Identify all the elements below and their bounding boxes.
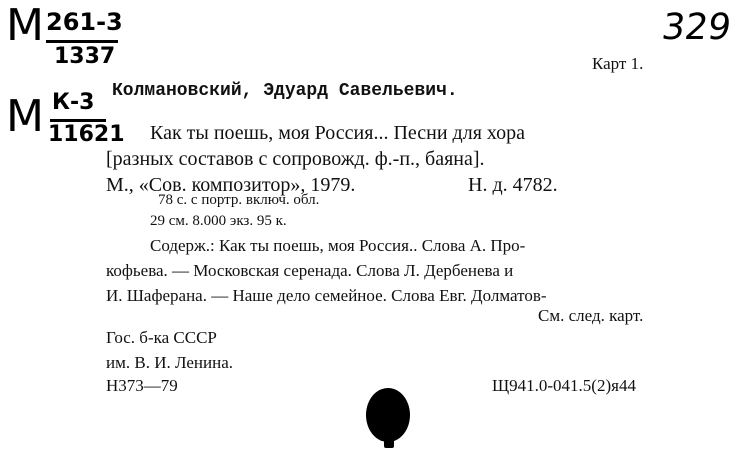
- contents-line-2: кофьева. — Московская серенада. Слова Л. Дербенева и: [106, 261, 514, 280]
- imprint: М., «Сов. композитор», 1979.: [106, 174, 356, 196]
- library-name: Гос. б-ка СССР: [106, 328, 217, 347]
- call-number-1-top: 261-3: [46, 8, 123, 36]
- card-label: Карт 1.: [592, 54, 644, 73]
- contents-line-1: Содерж.: Как ты поешь, моя Россия.. Слова А. Про-: [150, 236, 526, 255]
- call-number-2-bottom: 11621: [48, 122, 125, 147]
- call-number-1-letter: М: [6, 0, 44, 51]
- punch-hole: [366, 388, 410, 442]
- price-note: Н. д. 4782.: [468, 174, 558, 196]
- punch-hole-stem: [384, 436, 394, 448]
- title-line-1: Как ты поешь, моя Россия... Песни для хора: [150, 122, 526, 144]
- call-number-1-bottom: 1337: [54, 44, 116, 69]
- call-number-2-letter: М: [6, 91, 44, 142]
- see-next-card: См. след. карт.: [538, 306, 644, 325]
- call-number-1-divider: [46, 40, 118, 43]
- physical-description-1: 78 с. с портр. включ. обл.: [158, 192, 320, 208]
- classification-code: Щ941.0-041.5(2)я44: [492, 376, 636, 395]
- card-number-handwritten: 329: [659, 7, 734, 48]
- library-name-2: им. В. И. Ленина.: [106, 353, 234, 372]
- physical-description-2: 29 см. 8.000 экз. 95 к.: [150, 213, 287, 229]
- catalog-number: Н373—79: [106, 376, 178, 395]
- contents-line-3: И. Шаферана. — Наше дело семейное. Слова Евг. Долматов-: [106, 286, 547, 305]
- title-line-2: [разных составов с сопровожд. ф.-п., баяна].: [106, 148, 485, 170]
- call-number-2-top: К-3: [52, 90, 95, 115]
- author-heading: Колмановский, Эдуард Савельевич.: [112, 81, 458, 101]
